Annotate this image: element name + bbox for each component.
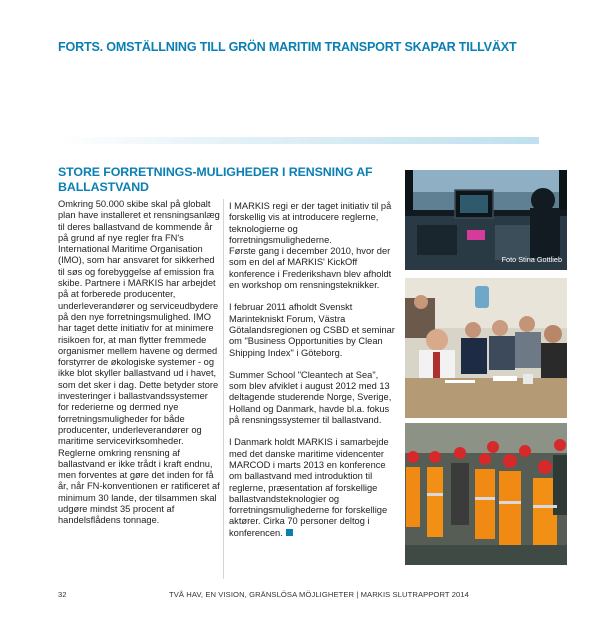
footer-running-title: TVÅ HAV, EN VISION, GRÄNSLÖSA MÖJLIGHETER | MARKIS SLUTRAPPORT 2014: [169, 590, 469, 599]
article-title: STORE FORRETNINGS-MULIGHEDER I RENSNING AF BALLASTVAND: [58, 165, 373, 194]
paragraph-2013: [229, 437, 395, 539]
header-divider-band: [58, 137, 539, 144]
photo-credit: Foto Stina Gottlieb: [501, 255, 562, 264]
paragraph-2010: Første gang i december 2010, hvor der som en del af MARKIS' KickOff konference i Frederikshavn blev afholdt en workshop om rensningsteknikker.: [229, 246, 392, 291]
ship-bridge-photo: [405, 170, 567, 270]
article-end-mark: [286, 529, 293, 536]
page-number: 32: [58, 590, 67, 599]
conference-photo: [405, 278, 567, 418]
group-safety-vests-image: [405, 423, 567, 565]
paragraph-2011: I februar 2011 afholdt Svenskt Marintekniskt Forum, Västra Götalandsregionen og CSBD et seminar om "Business Opportunities by Clean Shipping Index" i Göteborg.: [229, 302, 395, 358]
paragraph-2013-text: I Danmark holdt MARKIS i samarbejde med det danske maritime videncenter MARCOD i marts 2013 en konference om ballastvand med introduktion til reglerne, præsentation af forskellige ballastvandsteknologier og forretningsmulighederne for forskellige aktører. Cirka 70 personer deltog i konferencen.: [229, 437, 389, 538]
column-separator: [223, 199, 224, 579]
article-column-left: [58, 199, 221, 527]
left-column-text: Omkring 50.000 skibe skal på globalt plan have installeret et rensningsanlæg til deres ballastvand de kommende år på grund af nye regler fra FN's International Maritime Organisation (IMO), som har ansvaret for sikkerhed til søs og forebyggelse af emission fra skibe. Partnere i MARKIS har arbejdet på at forberede producenter, underleverandører og serviceudbydere på den nye forretningsmulighed. IMO har taget dette initiativ for at minimere risikoen for, at man flytter fremmede organismer mellem havene og dermed forstyrrer de økologiske systemer - og ikke blot skyller ballastvand ud i havet, som det sker i dag. Dette betyder store investeringer i ballastvandssystemer for rederierne og dermed nye forretningsmuligheder for både producenter, underleverandører og maritime servicevirksomheder. Reglerne omkring rensning af ballastvand er ikke trådt i kraft endnu, men forventes at gøre det inden for få år, når FN-konventionen er ratificeret af minimum 30 lande, der tilsammen skal udgøre mindst 35 procent af handelsflådens tonnage.: [58, 199, 220, 526]
article-column-middle: [229, 201, 395, 550]
conference-image: [405, 278, 567, 418]
paragraph-intro: I MARKIS regi er der taget initiativ til på forskellig vis at introducere reglerne, teknologierne og forretningsmulighederne.: [229, 201, 392, 245]
paragraph-2012: Summer School "Cleantech at Sea", som blev afviklet i august 2012 med 13 deltagende studerende Norge, Sverige, Holland og Danmark, havde bl.a. fokus på rensningssystemer til ballastvand.: [229, 369, 392, 426]
page-header: FORTS. OMSTÄLLNING TILL GRÖN MARITIM TRANSPORT SKAPAR TILLVÄXT: [58, 40, 517, 54]
group-safety-vests-photo: [405, 423, 567, 565]
